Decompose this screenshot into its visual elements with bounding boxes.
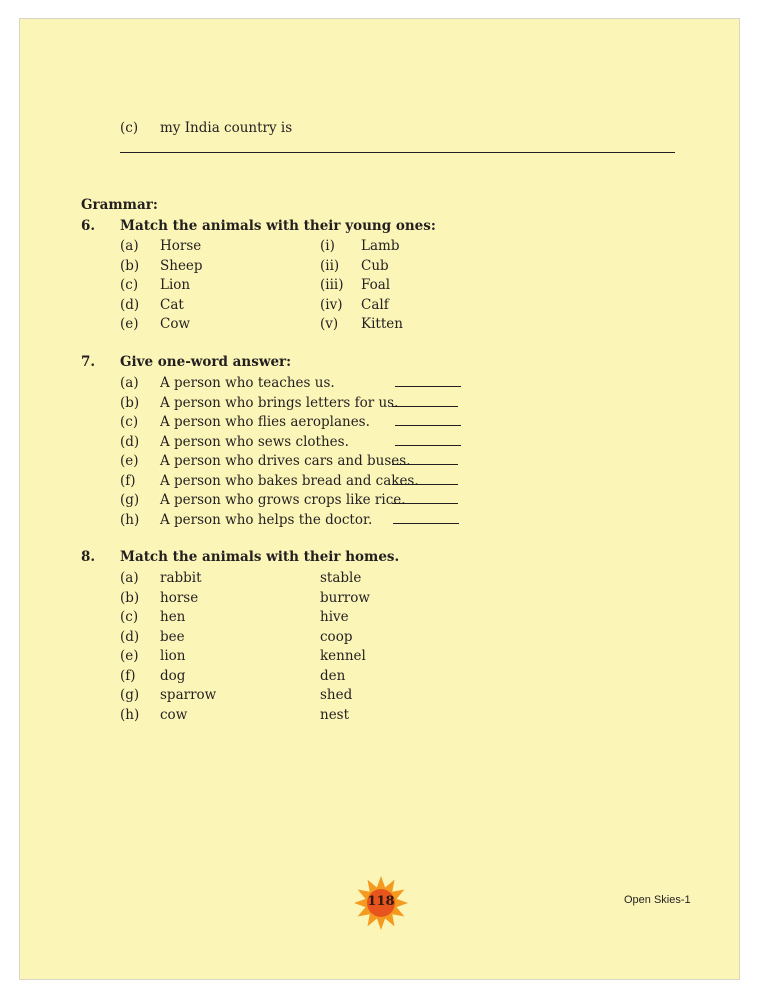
home-name: stable — [320, 570, 362, 586]
animal-label: (a) — [120, 238, 139, 254]
animal-label: (b) — [120, 589, 140, 606]
animal-name: sparrow — [160, 687, 217, 703]
answer-blank[interactable] — [392, 464, 458, 465]
animal-name: dog — [160, 667, 186, 684]
question-label: (f) — [120, 472, 136, 489]
question-label: (c) — [120, 414, 139, 430]
home-name: kennel — [320, 648, 366, 664]
home-name: shed — [320, 687, 353, 703]
question-text: A person who bakes bread and cakes. — [160, 472, 419, 489]
question-text: A person who flies aeroplanes. — [160, 414, 370, 430]
question-text: A person who grows crops like rice. — [160, 492, 406, 508]
answer-blank[interactable] — [395, 445, 461, 446]
answer-blank[interactable] — [392, 406, 458, 407]
answer-blank[interactable] — [395, 425, 461, 426]
young-label: (ii) — [320, 257, 340, 274]
question-text: A person who sews clothes. — [160, 433, 349, 450]
question-text: A person who drives cars and buses. — [160, 453, 411, 469]
question-label: (g) — [120, 492, 140, 508]
animal-label: (b) — [120, 257, 140, 274]
question-number: 6. — [81, 218, 96, 234]
answer-blank[interactable] — [392, 484, 458, 485]
young-name: Kitten — [361, 316, 403, 332]
young-name: Cub — [361, 257, 389, 274]
item-label: (c) — [120, 120, 139, 136]
animal-label: (g) — [120, 687, 140, 703]
animal-label: (c) — [120, 609, 139, 625]
question-title: Give one-word answer: — [120, 354, 292, 370]
question-label: (b) — [120, 394, 140, 411]
home-name: hive — [320, 609, 349, 625]
animal-name: Sheep — [160, 257, 203, 274]
young-label: (iii) — [320, 277, 344, 293]
question-label: (d) — [120, 433, 140, 450]
section-heading: Grammar: — [81, 197, 158, 213]
young-label: (iv) — [320, 296, 343, 313]
question-title: Match the animals with their young ones: — [120, 218, 436, 234]
animal-name: horse — [160, 589, 199, 606]
animal-label: (f) — [120, 667, 136, 684]
home-name: den — [320, 667, 346, 684]
answer-blank[interactable] — [395, 386, 461, 387]
question-text: A person who helps the doctor. — [160, 511, 373, 528]
animal-name: cow — [160, 706, 188, 723]
item-text: my India country is — [160, 120, 293, 136]
question-text: A person who brings letters for us. — [160, 394, 399, 411]
animal-name: Cat — [160, 296, 184, 313]
animal-name: Lion — [160, 277, 191, 293]
question-label: (e) — [120, 453, 139, 469]
animal-label: (d) — [120, 296, 140, 313]
young-name: Lamb — [361, 238, 400, 254]
animal-name: lion — [160, 648, 186, 664]
animal-label: (a) — [120, 570, 139, 586]
animal-label: (d) — [120, 628, 140, 645]
home-name: nest — [320, 706, 350, 723]
animal-label: (e) — [120, 316, 139, 332]
home-name: burrow — [320, 589, 370, 606]
question-label: (a) — [120, 375, 139, 391]
home-name: coop — [320, 628, 353, 645]
question-text: A person who teaches us. — [160, 375, 335, 391]
animal-name: hen — [160, 609, 186, 625]
page-number: 118 — [367, 894, 395, 909]
young-name: Calf — [361, 296, 389, 313]
animal-name: bee — [160, 628, 185, 645]
young-name: Foal — [361, 277, 391, 293]
question-label: (h) — [120, 511, 140, 528]
answer-blank[interactable] — [392, 503, 458, 504]
book-title: Open Skies-1 — [624, 894, 691, 906]
question-number: 8. — [81, 549, 96, 565]
question-number: 7. — [81, 354, 96, 370]
young-label: (i) — [320, 238, 335, 254]
animal-label: (h) — [120, 706, 140, 723]
animal-name: Horse — [160, 238, 202, 254]
animal-label: (c) — [120, 277, 139, 293]
animal-name: Cow — [160, 316, 191, 332]
answer-line — [120, 152, 675, 153]
question-title: Match the animals with their homes. — [120, 549, 400, 565]
young-label: (v) — [320, 316, 339, 332]
answer-blank[interactable] — [393, 523, 459, 524]
animal-label: (e) — [120, 648, 139, 664]
animal-name: rabbit — [160, 570, 202, 586]
